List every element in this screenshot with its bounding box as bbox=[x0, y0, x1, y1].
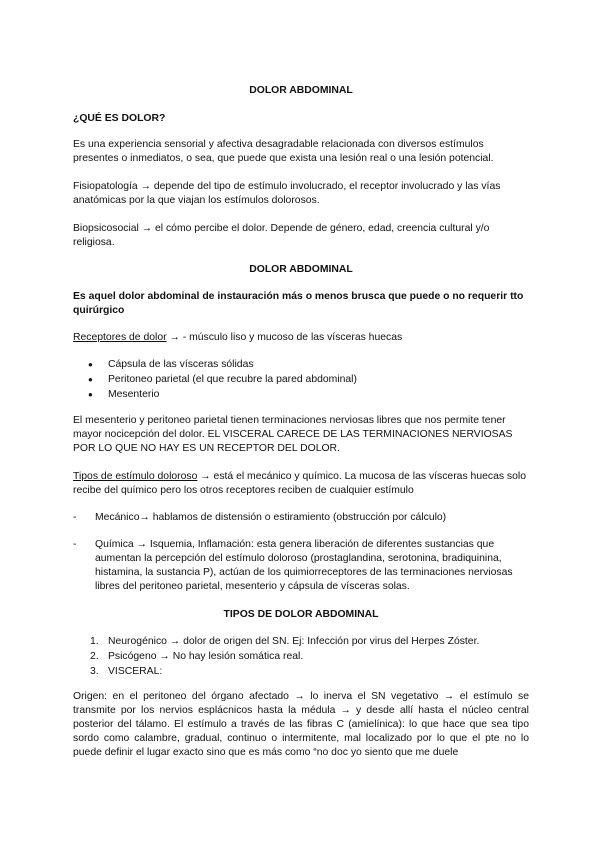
receptores-line bbox=[73, 331, 529, 345]
list-item bbox=[90, 664, 530, 679]
receptores-text: → - músculo liso y mucoso de las vísceras huecas bbox=[166, 332, 403, 343]
tipos-text: → está el mecánico y químico. La mucosa de las vísceras huecas solo recibe del químico pero los otros receptores reciben de cualquier estímulo bbox=[73, 471, 526, 496]
definition-paragraph: Es una experiencia sensorial y afectiva desagradable relacionada con diversos estímulos presentes o inmediatos, o sea, que puede que exista una lesión real o una lesión potencial. bbox=[73, 139, 494, 164]
receptores-label: Receptores de dolor bbox=[73, 332, 167, 343]
list-item: ● Cápsula de las vísceras sólidas bbox=[88, 357, 528, 372]
question-heading: ¿QUÉ ES DOLOR? bbox=[73, 113, 166, 124]
dash-marker: - bbox=[73, 539, 77, 550]
mesenterio-paragraph: El mesenterio y peritoneo parietal tienen terminaciones nerviosas libres que nos permite tener mayor nocicepción del dolor. EL VISCERAL CARECE DE LAS TERMINACIONES NERVIOSAS POR LO QUE NO HAY ES UN RECEPTOR DEL DOLOR. bbox=[73, 415, 513, 454]
fisiopatologia-paragraph: Fisiopatología → depende del tipo de estímulo involucrado, el receptor involucrado y las vías anatómicas por la que viajan los estímulos dolorosos. bbox=[73, 181, 501, 206]
list-item: ● Peritoneo parietal (el que recubre la pared abdominal) bbox=[88, 372, 528, 387]
list-number: 3. bbox=[90, 666, 99, 677]
dash-marker: - bbox=[73, 512, 77, 523]
dash-item-quimica bbox=[73, 538, 529, 594]
bold-definition: Es aquel dolor abdominal de instauración más o menos brusca que puede o no requerir tto quirúrgico bbox=[73, 291, 524, 316]
tipos-numbered-list bbox=[90, 634, 530, 679]
tipos-estimulo-paragraph bbox=[73, 470, 529, 498]
section-subtitle: DOLOR ABDOMINAL bbox=[249, 264, 353, 275]
dash-text: Mecánico→ hablamos de distensión o estiramiento (obstrucción por cálculo) bbox=[95, 512, 447, 523]
document-title: DOLOR ABDOMINAL bbox=[249, 85, 353, 96]
list-item: ● Mesenterio bbox=[88, 387, 528, 402]
origen-paragraph: Origen: en el peritoneo del órgano afectado → lo inerva el SN vegetativo → el estímulo se transmite por los nervios esplácnicos hasta la médula → y desde allí hasta el núcleo central posterior del tálamo. El estímulo a través de las fibras C (amielínica): lo que hace que sea tipo sordo como calambre, gradual, continuo o intermitente, mal localizado por lo que el pte no lo puede definir el lugar exacto sino que es más como “no doc yo siento que me duele bbox=[73, 691, 529, 758]
list-text: VISCERAL: bbox=[108, 666, 163, 677]
list-text: Psicógeno → No hay lesión somática real. bbox=[108, 651, 304, 662]
list-number: 1. bbox=[90, 636, 99, 647]
tipos-label: Tipos de estímulo doloroso bbox=[73, 471, 198, 482]
tipos-dolor-heading: TIPOS DE DOLOR ABDOMINAL bbox=[223, 609, 379, 620]
dash-text: Química → Isquemia, Inflamación: esta genera liberación de diferentes sustancias que aumentan la percepción del estímulo doloroso (prostaglandina, serotonina, bradiquinina, histamina, la sustancia P), actúan de los quimiorreceptores de las terminaciones nerviosas libres del peritoneo parietal, mesenterio y cápsula de vísceras solas. bbox=[95, 539, 513, 592]
list-item bbox=[90, 649, 530, 664]
list-item bbox=[90, 634, 530, 649]
receptores-bullet-list bbox=[88, 357, 528, 402]
biopsicosocial-paragraph: Biopsicosocial → el cómo percibe el dolor. Depende de género, edad, creencia cultural y/o religiosa. bbox=[73, 223, 490, 248]
list-text: Neurogénico → dolor de origen del SN. Ej: Infección por virus del Herpes Zóster. bbox=[108, 636, 480, 647]
list-number: 2. bbox=[90, 651, 99, 662]
dash-item-mecanico bbox=[73, 511, 529, 525]
